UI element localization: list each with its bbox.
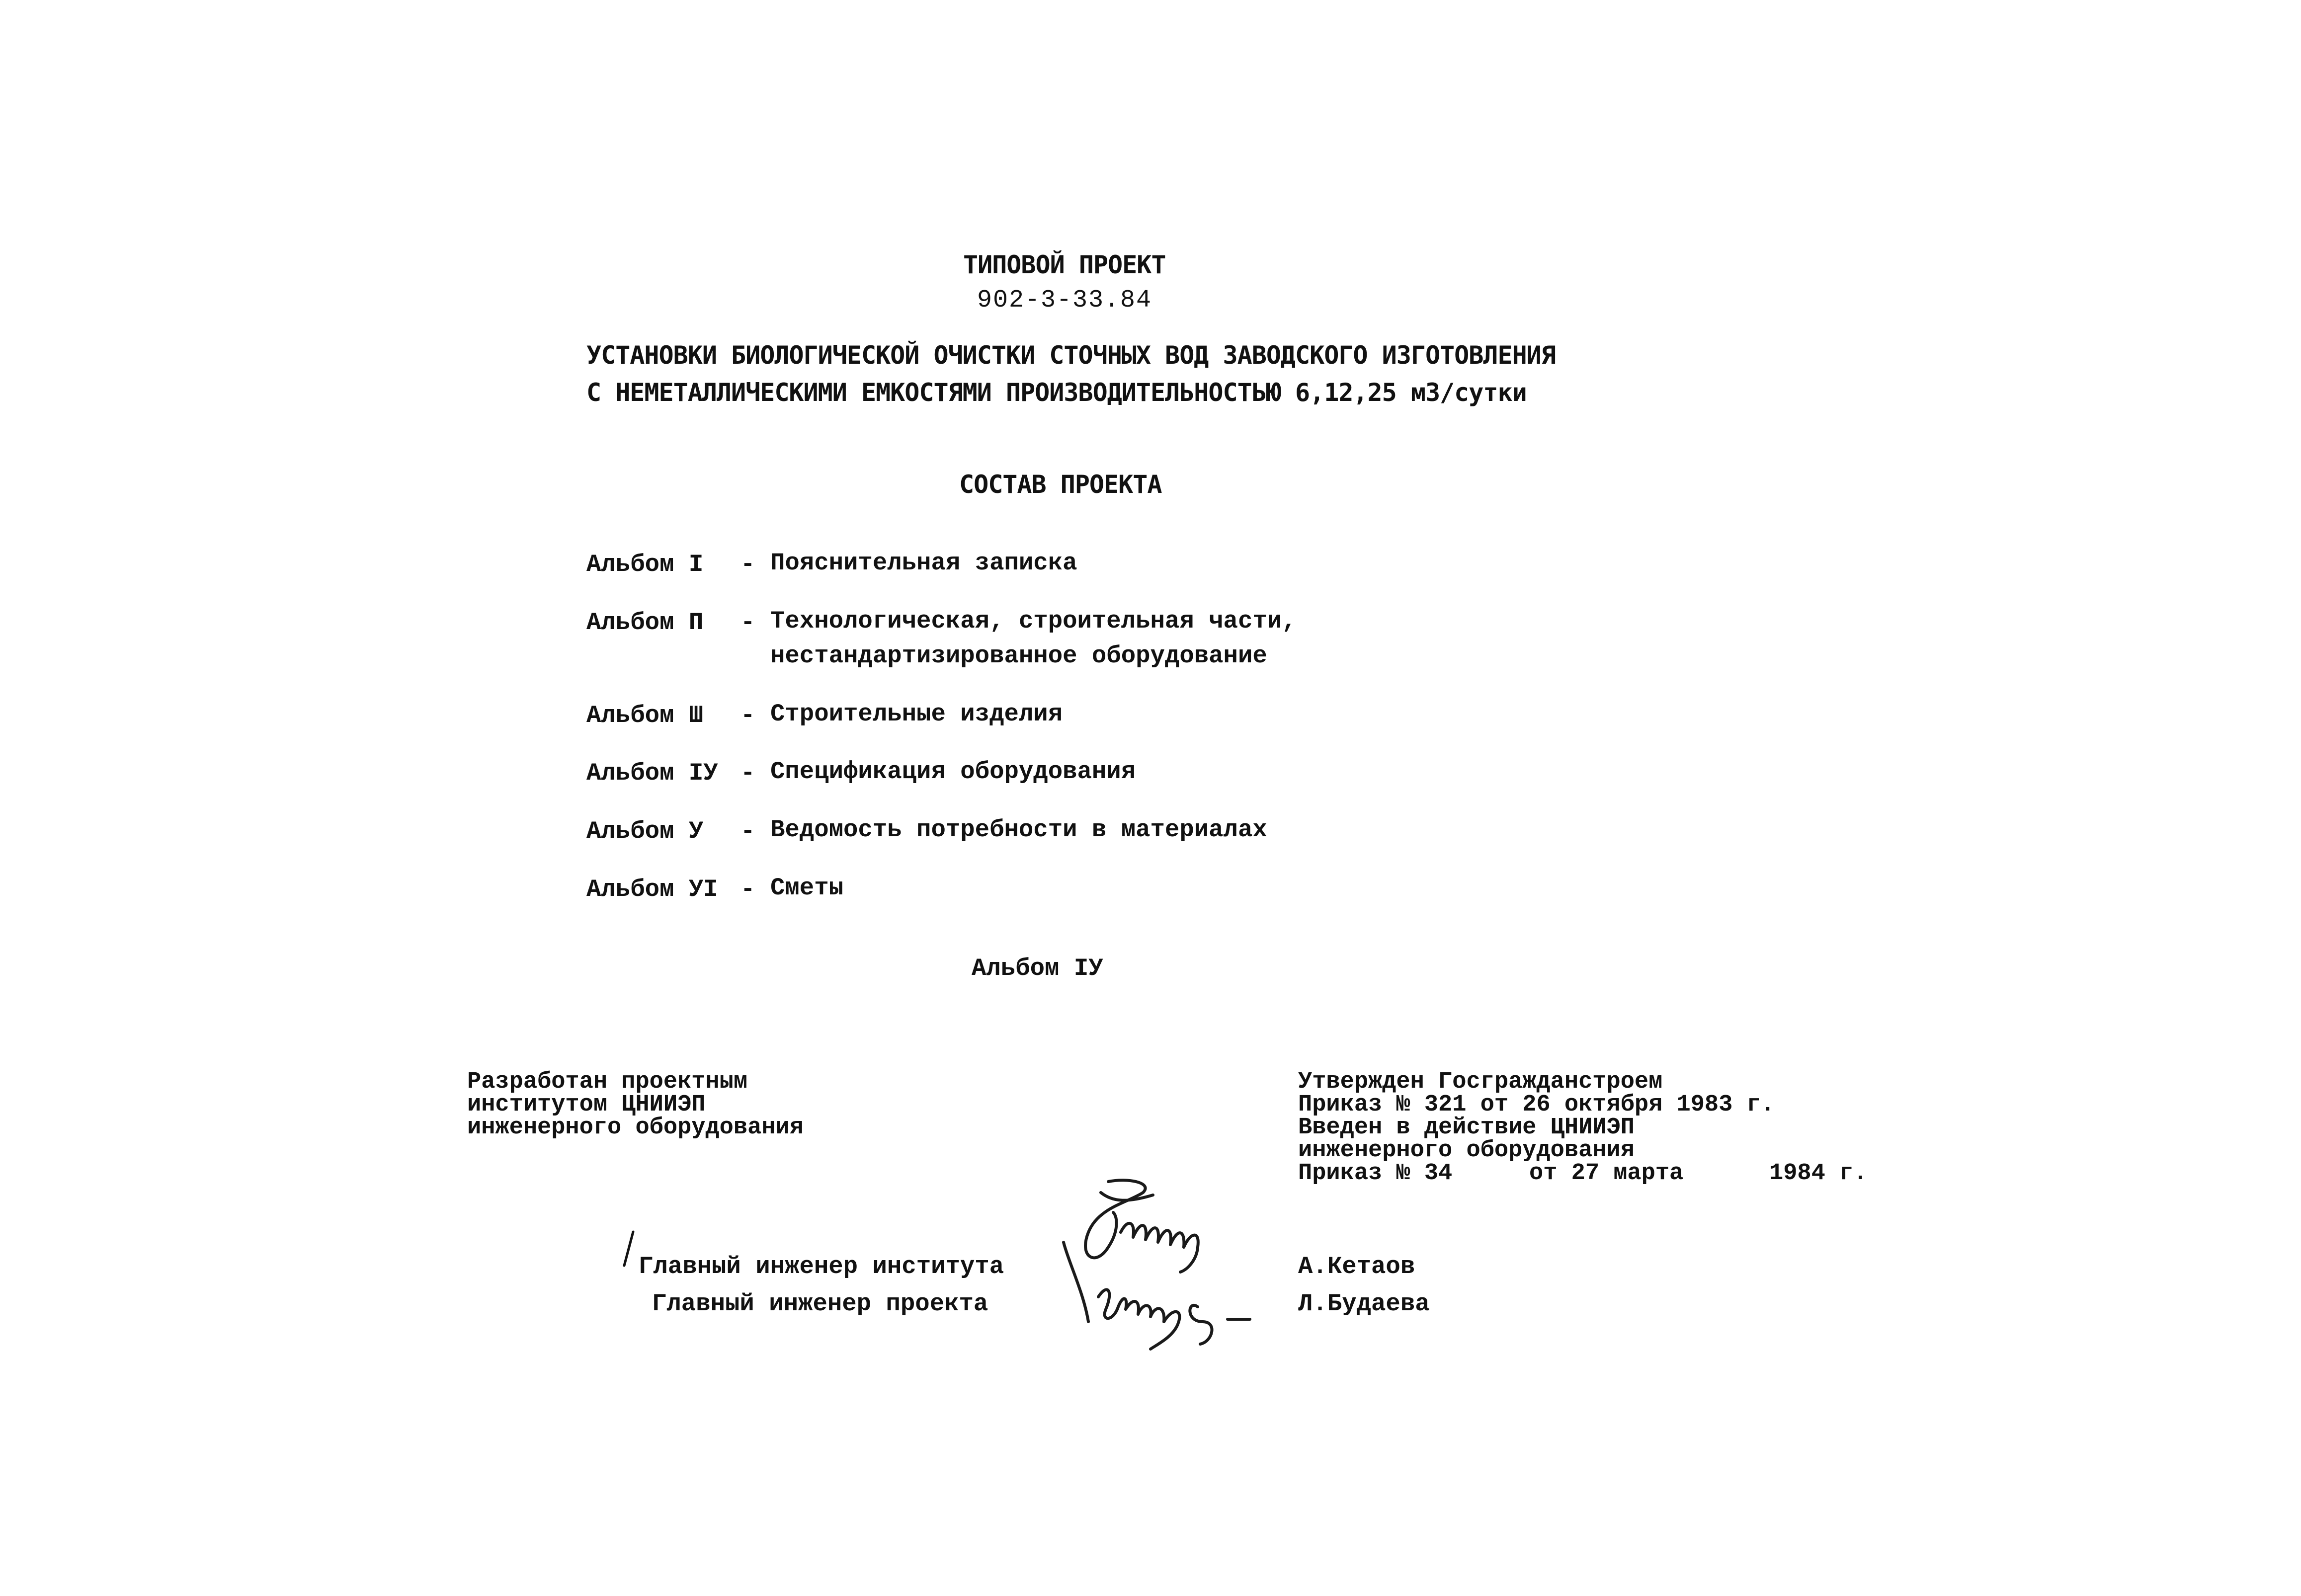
album-name: Альбом IУ [586,759,718,787]
album-description-line: нестандартизированное оборудование [770,642,1267,670]
album-description-line: Строительные изделия [770,700,1063,728]
album-name: Альбом УI [586,876,718,903]
album-description [770,871,843,905]
composition-heading: СОСТАВ ПРОЕКТА [959,470,1162,499]
developed-by-block [467,1071,804,1139]
album-dash: - [740,609,755,637]
project-number: 902-3-33.84 [977,286,1152,315]
chief-engineer-project-title: Главный инженер проекта [652,1290,988,1318]
album-description-line: Сметы [770,874,844,902]
album-name: Альбом П [586,609,704,637]
developed-by-line: институтом ЦНИИЭП [467,1092,706,1118]
handwritten-signatures [1054,1173,1262,1364]
current-album-label: Альбом IУ [972,955,1103,982]
project-title-line-1: УСТАНОВКИ БИОЛОГИЧЕСКОЙ ОЧИСТКИ СТОЧНЫХ ВОД ЗАВОДСКОГО ИЗГОТОВЛЕНИЯ [586,341,1556,370]
album-name: Альбом I [586,551,704,578]
approval-line [1298,1160,1868,1187]
album-dash: - [740,551,755,578]
approval-line: Утвержден Госгражданстроем [1298,1069,1663,1095]
approval-line: инженерного оборудования [1298,1137,1635,1164]
approval-order-year: 1984 г. [1769,1160,1868,1187]
album-dash: - [740,876,755,903]
sign-tick-mark [621,1230,636,1272]
album-description-line: Ведомость потребности в материалах [770,816,1267,844]
album-dash: - [740,817,755,845]
album-description [770,546,1077,580]
project-title-line-2: С НЕМЕТАЛЛИЧЕСКИМИ ЕМКОСТЯМИ ПРОИЗВОДИТЕЛЬНОСТЬЮ 6,12,25 м3/сутки [586,378,1527,407]
album-description [770,812,1267,847]
album-description-line: Пояснительная записка [770,549,1077,577]
album-name: Альбом Ш [586,702,704,729]
chief-engineer-institute-title: Главный инженер института [639,1253,1004,1280]
project-type-label: ТИПОВОЙ ПРОЕКТ [963,250,1166,279]
album-description-line: Спецификация оборудования [770,758,1136,786]
album-description [770,754,1136,789]
signature-icon [1054,1173,1262,1361]
developed-by-line: инженерного оборудования [467,1115,804,1141]
chief-engineer-institute-name: А.Кетаов [1298,1253,1415,1280]
album-name: Альбом У [586,817,704,845]
album-description-line: Технологическая, строительная части, [770,607,1297,635]
approval-order-date: от 27 марта [1529,1160,1684,1187]
approval-line: Приказ № 321 от 26 октября 1983 г. [1298,1092,1775,1118]
approval-block [1298,1069,1868,1187]
developed-by-line: Разработан проектным [467,1069,748,1095]
tick-mark-icon [621,1230,636,1270]
album-dash: - [740,702,755,729]
chief-engineer-project-name: Л.Будаева [1298,1290,1430,1318]
approval-line: Введен в действие ЦНИИЭП [1298,1115,1635,1141]
album-dash: - [740,759,755,787]
album-description [770,604,1297,673]
approval-order-number: Приказ № 34 [1298,1160,1453,1187]
album-description [770,697,1063,731]
